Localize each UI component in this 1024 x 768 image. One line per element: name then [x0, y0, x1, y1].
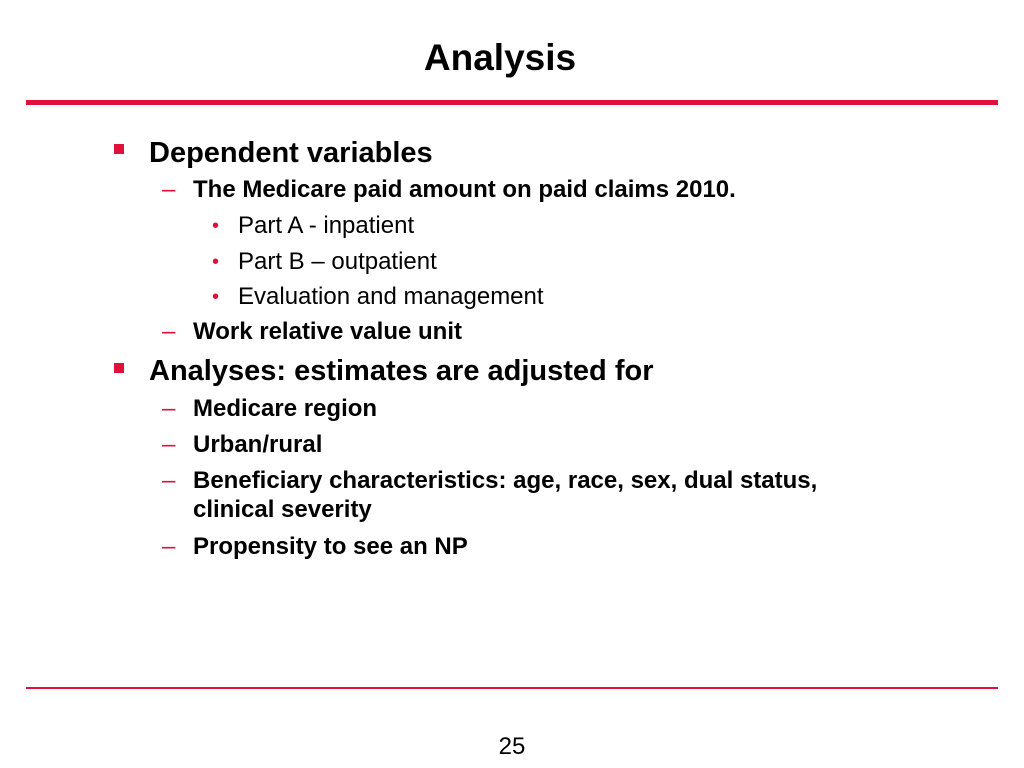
dash-marker-icon: – [162, 533, 176, 560]
sub-bullet-beneficiary: Beneficiary characteristics: age, race, sex, dual status, [193, 467, 818, 494]
dash-marker-icon: – [162, 431, 176, 458]
dash-marker-icon: – [162, 395, 176, 422]
sub-bullet-propensity: Propensity to see an NP [193, 533, 468, 560]
sub-sub-bullet-part-a: Part A - inpatient [238, 212, 415, 239]
page-number: 25 [498, 733, 526, 760]
sub-bullet-work-rvu: Work relative value unit [193, 318, 462, 345]
dot-marker-icon: • [212, 215, 220, 237]
sub-bullet-medicare-paid: The Medicare paid amount on paid claims 2010. [193, 176, 736, 203]
dash-marker-icon: – [162, 176, 176, 203]
dash-marker-icon: – [162, 467, 176, 494]
bullet-dependent-variables: Dependent variables [149, 137, 433, 169]
dot-marker-icon: • [212, 251, 220, 273]
dot-marker-icon: • [212, 286, 220, 308]
slide-title: Analysis [423, 37, 577, 78]
sub-sub-bullet-evaluation: Evaluation and management [238, 283, 544, 310]
square-bullet-icon [114, 363, 124, 373]
sub-sub-bullet-part-b: Part B – outpatient [238, 248, 437, 275]
sub-bullet-urban-rural: Urban/rural [193, 431, 323, 458]
square-bullet-icon [114, 144, 124, 154]
sub-bullet-beneficiary-continuation: clinical severity [193, 496, 372, 523]
dash-marker-icon: – [162, 318, 176, 345]
bullet-analyses: Analyses: estimates are adjusted for [149, 355, 654, 387]
sub-bullet-medicare-region: Medicare region [193, 395, 378, 422]
title-divider [26, 100, 998, 105]
footer-divider [26, 687, 998, 689]
